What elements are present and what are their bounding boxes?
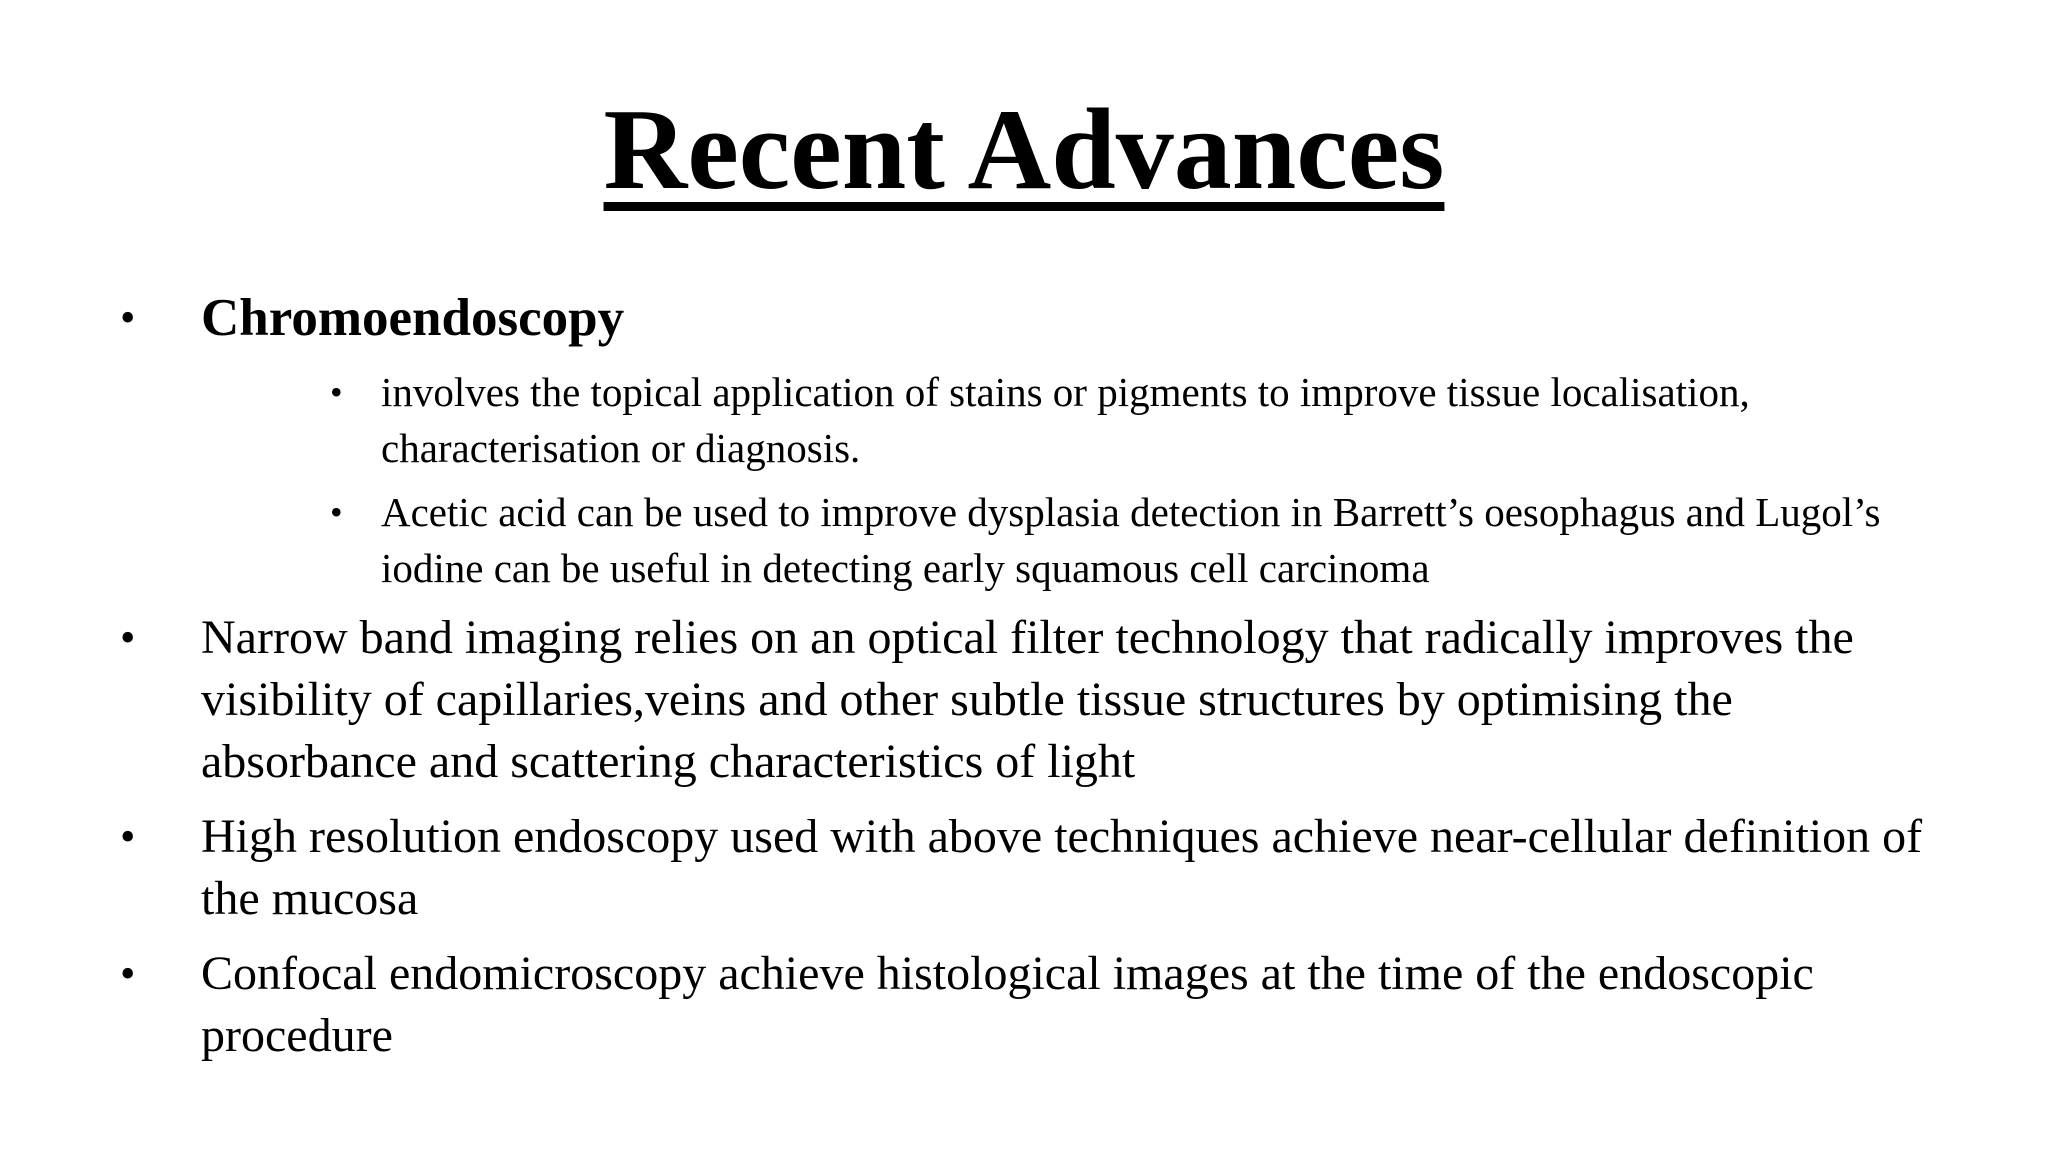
bullet-glyph: •: [120, 949, 136, 998]
sub-bullet-item: [330, 364, 1960, 476]
bullet-item: [120, 287, 1960, 349]
bullet-item: [120, 607, 1960, 793]
sub-bullet-item: [330, 484, 1960, 596]
sub-bullet-text: involves the topical application of stains or pigments to improve tissue localisation, characterisation or diagnosis.: [381, 369, 1750, 471]
slide-title: Recent Advances: [603, 86, 1445, 214]
bullet-text-chromoendoscopy: Chromoendoscopy: [201, 289, 625, 347]
sub-bullet-glyph: •: [330, 372, 343, 412]
bullet-text-confocal-endomicroscopy: Confocal endomicroscopy achieve histological images at the time of the endoscopic procedure: [201, 947, 1814, 1062]
sub-bullet-glyph: •: [330, 492, 343, 532]
bullet-glyph: •: [120, 613, 136, 662]
bullet-item: [120, 943, 1960, 1067]
bullet-glyph: •: [120, 293, 136, 342]
sub-bullet-text: Acetic acid can be used to improve dysplasia detection in Barrett’s oesophagus and Lugol’s iodine can be useful in detecting early squamous cell carcinoma: [381, 489, 1881, 591]
bullet-text-high-resolution-endoscopy: High resolution endoscopy used with above techniques achieve near-cellular definition of the mucosa: [201, 810, 1923, 925]
bullet-text-narrow-band-imaging: Narrow band imaging relies on an optical filter technology that radically improves the visibility of capillaries,veins and other subtle tissue structures by optimising the absorbance and scattering characteristics of light: [201, 611, 1854, 788]
bullet-item: [120, 806, 1960, 930]
bullet-glyph: •: [120, 812, 136, 861]
